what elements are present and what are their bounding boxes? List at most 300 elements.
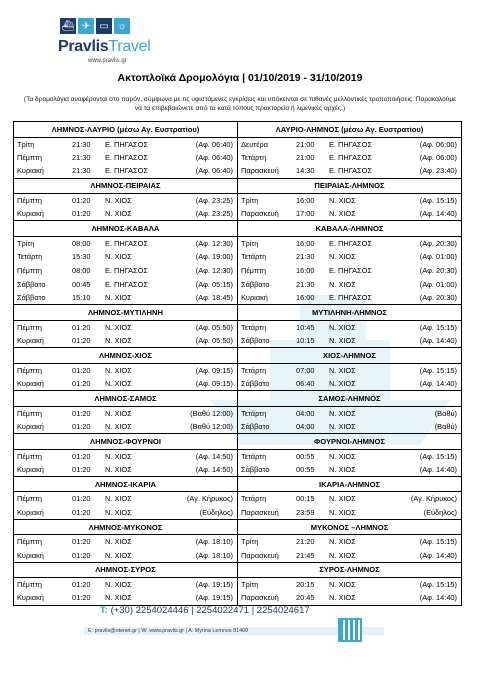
arrival-note: (Αφ. 23:40) <box>419 166 457 176</box>
ship-name: Ν. ΧΙΟΣ <box>329 322 356 332</box>
section-title-left: ΛΗΜΝΟΣ-ΜΥΤΙΛΗΝΗ <box>14 305 238 321</box>
arrival-note: (Αφ. 15:15) <box>419 365 457 375</box>
day: Κυριακή <box>17 379 44 389</box>
schedule-cell-right <box>238 164 462 178</box>
arrival-note: (Αφ. 06:00) <box>419 153 457 163</box>
schedule-row <box>14 164 462 178</box>
section-title-right: ΦΟΥΡΝΟΙ-ΛΗΜΝΟΣ <box>238 434 462 450</box>
departure-time: 21:00 <box>296 139 315 149</box>
section-title-right: ΙΚΑΡΙΑ-ΛΗΜΝΟΣ <box>238 476 462 492</box>
schedule-cell-left <box>14 264 238 278</box>
section-title-left: ΛΗΜΝΟΣ-ΜΥΚΟΝΟΣ <box>14 519 238 535</box>
schedule-cell-left <box>14 137 238 151</box>
ship-name: Ν. ΧΙΟΣ <box>329 593 356 603</box>
departure-time: 21:30 <box>296 279 315 289</box>
arrival-note: (Αφ. 06:40) <box>195 153 233 163</box>
section-title-left: ΛΗΜΝΟΣ-ΣΑΜΟΣ <box>14 391 238 407</box>
departure-time: 10:45 <box>296 322 315 332</box>
departure-time: 01:20 <box>72 379 91 389</box>
arrival-note: (Αφ. 15:15) <box>419 322 457 332</box>
day: Κυριακή <box>17 464 44 474</box>
day: Σάββατο <box>241 421 270 431</box>
departure-time: 16:00 <box>296 266 315 276</box>
section-header-row <box>14 305 462 321</box>
schedule-row <box>14 449 462 463</box>
section-header-row <box>14 122 462 138</box>
day: Τετάρτη <box>241 451 267 461</box>
section-header-row <box>14 221 462 237</box>
day: Πέμπτη <box>17 537 43 547</box>
arrival-note: (Αφ. 14:40) <box>419 336 457 346</box>
ship-name: Ν. ΧΙΟΣ <box>329 537 356 547</box>
schedule-cell-left <box>14 406 238 420</box>
ship-name: Ν. ΧΙΟΣ <box>105 336 132 346</box>
arrival-note: (Αφ. 18:10) <box>195 550 233 560</box>
ship-name: Ν. ΧΙΟΣ <box>329 580 356 590</box>
section-title-left: ΛΗΜΝΟΣ-ΦΟΥΡΝΟΙ <box>14 434 238 450</box>
arrival-note: (Εύδηλος) <box>423 507 457 517</box>
ship-name: Ε. ΠΗΓΑΣΟΣ <box>105 166 148 176</box>
arrival-note: (Αφ. 15:15) <box>419 580 457 590</box>
arrival-note: (Αγ. Κήρυκος) <box>410 494 457 504</box>
day: Σάββατο <box>241 379 270 389</box>
ship-name: Ν. ΧΙΟΣ <box>329 507 356 517</box>
ship-name: Ν. ΧΙΟΣ <box>105 451 132 461</box>
day: Παρασκευή <box>241 550 279 560</box>
contact-bar[interactable]: E: pravlis@otenet.gr | W: www.pravlis.gr | A: Myrina Lemnos 81400 <box>84 627 384 635</box>
section-header-row <box>14 434 462 450</box>
phone-line <box>100 605 310 616</box>
departure-time: 08:00 <box>72 266 91 276</box>
departure-time: 21:00 <box>296 153 315 163</box>
departure-time: 04:00 <box>296 421 315 431</box>
logo-url[interactable]: www.pravlis.gr <box>88 58 127 64</box>
ship-name: Ν. ΧΙΟΣ <box>105 293 132 303</box>
arrival-note: (Αφ. 12:30) <box>195 239 233 249</box>
departure-time: 21:30 <box>296 252 315 262</box>
section-title-right: ΣΑΜΟΣ-ΛΗΜΝΟΣ <box>238 391 462 407</box>
arrival-note: (Αφ. 09:15) <box>195 379 233 389</box>
phone-numbers[interactable]: (+30) 2254024446 | 2254022471 | 2254024617 <box>110 605 310 616</box>
schedule-row <box>14 406 462 420</box>
section-header-row <box>14 348 462 364</box>
schedule-row <box>14 320 462 334</box>
ship-name: Ν. ΧΙΟΣ <box>105 379 132 389</box>
ship-name: Ν. ΧΙΟΣ <box>329 196 356 206</box>
arrival-note: (Αγ. Κήρυκος) <box>186 494 233 504</box>
departure-time: 01:20 <box>72 196 91 206</box>
schedule-row <box>14 463 462 477</box>
arrival-note: (Αφ. 06:40) <box>195 139 233 149</box>
ship-name: Ε. ΠΗΓΑΣΟΣ <box>105 279 148 289</box>
schedule-row <box>14 291 462 305</box>
arrival-note: (Αφ. 20:30) <box>419 266 457 276</box>
schedule-row <box>14 151 462 165</box>
departure-time: 15:30 <box>72 252 91 262</box>
schedule-row <box>14 250 462 264</box>
schedule-cell-right <box>238 449 462 463</box>
arrival-note: (Βαθύ) <box>434 421 457 431</box>
arrival-note: (Αφ. 06:40) <box>195 166 233 176</box>
section-header-row <box>14 178 462 194</box>
schedule-row <box>14 334 462 348</box>
ship-name: Ν. ΧΙΟΣ <box>105 421 132 431</box>
logo-wordmark <box>58 38 150 56</box>
departure-time: 01:20 <box>72 507 91 517</box>
day: Κυριακή <box>17 421 44 431</box>
schedule-cell-right <box>238 320 462 334</box>
ship-name: Ε. ΠΗΓΑΣΟΣ <box>329 153 372 163</box>
ship-name: Ν. ΧΙΟΣ <box>105 507 132 517</box>
departure-time: 01:20 <box>72 537 91 547</box>
ship-name: Ν. ΧΙΟΣ <box>105 580 132 590</box>
departure-time: 20:45 <box>296 593 315 603</box>
departure-time: 01:20 <box>72 421 91 431</box>
departure-time: 01:20 <box>72 336 91 346</box>
ship-name: Ν. ΧΙΟΣ <box>329 550 356 560</box>
schedule-cell-left <box>14 194 238 208</box>
departure-time: 07:00 <box>296 365 315 375</box>
section-title-right: ΜΥΤΙΛΗΝΗ-ΛΗΜΝΟΣ <box>238 305 462 321</box>
ship-name: Ν. ΧΙΟΣ <box>105 464 132 474</box>
schedule-row <box>14 548 462 562</box>
schedule-cell-left <box>14 578 238 592</box>
departure-time: 01:20 <box>72 322 91 332</box>
arrival-note: (Αφ. 09:15) <box>195 365 233 375</box>
arrival-note: (Αφ. 23:25) <box>195 196 233 206</box>
section-title-right: ΠΕΙΡΑΙΑΣ-ΛΗΜΝΟΣ <box>238 178 462 194</box>
day: Πέμπτη <box>17 451 43 461</box>
departure-time: 16:00 <box>296 239 315 249</box>
day: Κυριακή <box>17 507 44 517</box>
day: Τρίτη <box>241 196 259 206</box>
header <box>0 0 480 72</box>
day: Κυριακή <box>17 593 44 603</box>
schedule-cell-left <box>14 164 238 178</box>
pravlis-logo[interactable] <box>58 18 168 68</box>
departure-time: 21:20 <box>296 537 315 547</box>
ship-name: Ν. ΧΙΟΣ <box>329 379 356 389</box>
ship-name: Ε. ΠΗΓΑΣΟΣ <box>329 293 372 303</box>
schedule-row <box>14 578 462 592</box>
section-header-row <box>14 562 462 578</box>
arrival-note: (Αφ. 20:30) <box>419 239 457 249</box>
schedule-row <box>14 420 462 434</box>
schedule-row <box>14 194 462 208</box>
departure-time: 01:20 <box>72 408 91 418</box>
departure-time: 14:30 <box>296 166 315 176</box>
schedule-cell-right <box>238 151 462 165</box>
ship-name: Ν. ΧΙΟΣ <box>329 421 356 431</box>
ship-name: Ν. ΧΙΟΣ <box>329 451 356 461</box>
departure-time: 01:20 <box>72 451 91 461</box>
arrival-note: (Αφ. 19:15) <box>195 593 233 603</box>
arrival-note: (Βαθύ) <box>434 408 457 418</box>
section-title-left: ΛΗΜΝΟΣ-ΧΙΟΣ <box>14 348 238 364</box>
day: Τρίτη <box>241 580 259 590</box>
day: Κυριακή <box>17 336 44 346</box>
schedule-cell-right <box>238 548 462 562</box>
ship-name: Ν. ΧΙΟΣ <box>329 408 356 418</box>
arrival-note: (Αφ. 19:15) <box>195 580 233 590</box>
day: Σάββατο <box>17 279 46 289</box>
logo-icons <box>60 18 130 34</box>
day: Δευτέρα <box>241 139 268 149</box>
disclaimer-note: (Τα δρομολόγια αναφέρονται στο παρόν, σύμφωνα με τις υφιστάμενες εγκρίσεις και υπόκεινται σε πιθανές μελλοντικές τροποποιήσεις. Παρακαλούμε να τα επιβεβαιώνετε από τα κατά τόπους πρακτορεία ή λιμενικές αρχές.) <box>23 96 457 112</box>
schedule-cell-right <box>238 236 462 250</box>
schedule-cell-right <box>238 492 462 506</box>
arrival-note: (Αφ. 15:15) <box>419 451 457 461</box>
schedule-cell-right <box>238 463 462 477</box>
day: Πέμπτη <box>17 580 43 590</box>
page-title: Ακτοπλοϊκά Δρομολόγια | 01/10/2019 - 31/10/2019 <box>117 72 363 84</box>
departure-time: 21:30 <box>72 139 91 149</box>
arrival-note: (Αφ. 01:00) <box>419 279 457 289</box>
arrival-note: (Αφ. 05:15) <box>195 279 233 289</box>
departure-time: 01:20 <box>72 209 91 219</box>
section-title-right: ΛΑΥΡΙΟ-ΛΗΜΝΟΣ (μέσω Αγ. Ευστρατίου) <box>238 122 462 138</box>
departure-time: 10:15 <box>296 336 315 346</box>
schedule-row <box>14 492 462 506</box>
day: Τετάρτη <box>241 494 267 504</box>
schedule-cell-left <box>14 250 238 264</box>
section-header-row <box>14 519 462 535</box>
ship-name: Ν. ΧΙΟΣ <box>105 593 132 603</box>
arrival-note: (Αφ. 01:00) <box>419 252 457 262</box>
day: Τετάρτη <box>241 322 267 332</box>
ship-name: Ε. ΠΗΓΑΣΟΣ <box>105 239 148 249</box>
day: Τρίτη <box>241 537 259 547</box>
day: Τρίτη <box>17 239 35 249</box>
departure-time: 01:20 <box>72 593 91 603</box>
departure-time: 21:30 <box>72 166 91 176</box>
day: Σάββατο <box>241 336 270 346</box>
day: Σάββατο <box>241 279 270 289</box>
day: Σάββατο <box>241 464 270 474</box>
schedule-cell-left <box>14 420 238 434</box>
schedule-cell-right <box>238 250 462 264</box>
ship-name: Ε. ΠΗΓΑΣΟΣ <box>105 153 148 163</box>
ship-name: Ε. ΠΗΓΑΣΟΣ <box>105 139 148 149</box>
schedule-cell-right <box>238 420 462 434</box>
schedule-row <box>14 207 462 221</box>
day: Κυριακή <box>17 166 44 176</box>
schedule-cell-left <box>14 207 238 221</box>
schedule-cell-left <box>14 334 238 348</box>
arrival-note: (Βαθύ 12:00) <box>190 421 233 431</box>
bus-icon: ▭ <box>96 18 112 34</box>
day: Παρασκευή <box>241 507 279 517</box>
day: Πέμπτη <box>17 408 43 418</box>
departure-time: 15:10 <box>72 293 91 303</box>
arrival-note: (Βαθύ 12:00) <box>190 408 233 418</box>
schedule-cell-left <box>14 236 238 250</box>
schedule-row <box>14 137 462 151</box>
departure-time: 20:15 <box>296 580 315 590</box>
day: Κυριακή <box>17 550 44 560</box>
schedule-table <box>13 121 462 606</box>
schedule-cell-right <box>238 278 462 292</box>
departure-time: 01:20 <box>72 494 91 504</box>
day: Παρασκευή <box>241 593 279 603</box>
ship-name: Ε. ΠΗΓΑΣΟΣ <box>329 166 372 176</box>
arrival-note: (Αφ. 20:30) <box>419 293 457 303</box>
ship-name: Ν. ΧΙΟΣ <box>329 494 356 504</box>
ship-name: Ν. ΧΙΟΣ <box>105 196 132 206</box>
arrival-note: (Αφ. 15:15) <box>419 196 457 206</box>
logo-brand-2: Travel <box>108 38 151 55</box>
arrival-note: (Αφ. 05:50) <box>195 322 233 332</box>
schedule-cell-left <box>14 535 238 549</box>
schedule-cell-right <box>238 334 462 348</box>
ship-name: Ν. ΧΙΟΣ <box>329 365 356 375</box>
arrival-note: (Αφ. 15:15) <box>419 537 457 547</box>
arrival-note: (Αφ. 14:50) <box>195 451 233 461</box>
section-title-left: ΛΗΜΝΟΣ-ΚΑΒΑΛΑ <box>14 221 238 237</box>
day: Τρίτη <box>241 239 259 249</box>
section-title-right: ΧΙΟΣ-ΛΗΜΝΟΣ <box>238 348 462 364</box>
ship-name: Ν. ΧΙΟΣ <box>329 279 356 289</box>
departure-time: 08:00 <box>72 239 91 249</box>
schedule-cell-right <box>238 207 462 221</box>
departure-time: 16:00 <box>296 196 315 206</box>
departure-time: 04:00 <box>296 408 315 418</box>
day: Παρασκευή <box>241 209 279 219</box>
section-header-row <box>14 476 462 492</box>
ship-name: Ε. ΠΗΓΑΣΟΣ <box>329 266 372 276</box>
ship-name: Ν. ΧΙΟΣ <box>329 464 356 474</box>
arrival-note: (Αφ. 14:40) <box>419 379 457 389</box>
schedule-cell-right <box>238 264 462 278</box>
schedule-cell-left <box>14 449 238 463</box>
arrival-note: (Αφ. 18:10) <box>195 537 233 547</box>
schedule-cell-right <box>238 406 462 420</box>
ferry-icon: ⛴ <box>60 18 76 34</box>
schedule-row <box>14 506 462 520</box>
ship-name: Ν. ΧΙΟΣ <box>329 336 356 346</box>
day: Σάββατο <box>17 293 46 303</box>
departure-time: 00:45 <box>72 279 91 289</box>
schedule-cell-right <box>238 363 462 377</box>
section-title-left: ΛΗΜΝΟΣ-ΛΑΥΡΙΟ (μέσω Αγ. Ευστρατίου) <box>14 122 238 138</box>
arrival-note: (Αφ. 06:00) <box>419 139 457 149</box>
section-title-right: ΚΑΒΑΛΑ-ΛΗΜΝΟΣ <box>238 221 462 237</box>
ship-name: Ν. ΧΙΟΣ <box>105 550 132 560</box>
departure-time: 16:00 <box>296 293 315 303</box>
section-header-row <box>14 391 462 407</box>
schedule-cell-left <box>14 278 238 292</box>
ship-name: Ν. ΧΙΟΣ <box>105 494 132 504</box>
departure-time: 06:40 <box>296 379 315 389</box>
departure-time: 17:00 <box>296 209 315 219</box>
section-title-left: ΛΗΜΝΟΣ-ΙΚΑΡΙΑ <box>14 476 238 492</box>
schedule-cell-right <box>238 377 462 391</box>
schedule-cell-left <box>14 291 238 305</box>
schedule-cell-left <box>14 377 238 391</box>
footer <box>0 598 480 678</box>
day: Τετάρτη <box>241 252 267 262</box>
day: Πέμπτη <box>17 365 43 375</box>
schedule-cell-left <box>14 506 238 520</box>
arrival-note: (Αφ. 14:40) <box>419 550 457 560</box>
schedule-cell-right <box>238 137 462 151</box>
ship-name: Ν. ΧΙΟΣ <box>105 365 132 375</box>
day: Πέμπτη <box>17 266 43 276</box>
departure-time: 00:55 <box>296 451 315 461</box>
schedule-cell-right <box>238 535 462 549</box>
day: Τετάρτη <box>241 153 267 163</box>
day: Τετάρτη <box>17 252 43 262</box>
departure-time: 21:30 <box>72 153 91 163</box>
arrival-note: (Αφ. 18:45) <box>195 293 233 303</box>
section-title-left: ΛΗΜΝΟΣ-ΣΥΡΟΣ <box>14 562 238 578</box>
departure-time: 01:20 <box>72 580 91 590</box>
day: Τρίτη <box>17 139 35 149</box>
arrival-note: (Αφ. 14:40) <box>419 464 457 474</box>
schedule-row <box>14 278 462 292</box>
plane-icon: ✈ <box>78 18 94 34</box>
departure-time: 00:55 <box>296 464 315 474</box>
arrival-note: (Αφ. 05:50) <box>195 336 233 346</box>
arrival-note: (Αφ. 23:25) <box>195 209 233 219</box>
ship-name: Ε. ΠΗΓΑΣΟΣ <box>329 139 372 149</box>
section-title-right: ΜΥΚΟΝΟΣ –ΛΗΜΝΟΣ <box>238 519 462 535</box>
schedule-cell-right <box>238 194 462 208</box>
arrival-note: (Αφ. 14:40) <box>419 593 457 603</box>
day: Τετάρτη <box>241 365 267 375</box>
departure-time: 01:20 <box>72 365 91 375</box>
schedule-row <box>14 236 462 250</box>
ship-name: Ν. ΧΙΟΣ <box>105 408 132 418</box>
departure-time: 21:45 <box>296 550 315 560</box>
day: Πέμπτη <box>241 266 267 276</box>
ship-name: Ν. ΧΙΟΣ <box>329 252 356 262</box>
schedule-cell-left <box>14 320 238 334</box>
departure-time: 23:59 <box>296 507 315 517</box>
departure-time: 00:15 <box>296 494 315 504</box>
schedule-cell-left <box>14 492 238 506</box>
schedule-cell-right <box>238 506 462 520</box>
schedule-row <box>14 264 462 278</box>
arrival-note: (Αφ. 14:40) <box>419 209 457 219</box>
schedule-cell-left <box>14 363 238 377</box>
departure-time: 01:20 <box>72 464 91 474</box>
logo-brand-1: Pravlis <box>58 38 109 55</box>
day: Πέμπτη <box>17 322 43 332</box>
day: Κυριακή <box>241 293 268 303</box>
arrival-note: (Αφ. 14:50) <box>195 464 233 474</box>
arrival-note: (Αφ. 12:30) <box>195 266 233 276</box>
ship-name: Ε. ΠΗΓΑΣΟΣ <box>105 266 148 276</box>
section-title-left: ΛΗΜΝΟΣ-ΠΕΙΡΑΙΑΣ <box>14 178 238 194</box>
day: Πέμπτη <box>17 153 43 163</box>
ship-name: Ν. ΧΙΟΣ <box>105 537 132 547</box>
day: Παρασκευή <box>241 166 279 176</box>
ship-name: Ν. ΧΙΟΣ <box>329 209 356 219</box>
section-title-right: ΣΥΡΟΣ-ΛΗΜΝΟΣ <box>238 562 462 578</box>
day: Πέμπτη <box>17 196 43 206</box>
day: Τετάρτη <box>241 408 267 418</box>
departure-time: 01:20 <box>72 550 91 560</box>
phone-label: T: <box>100 605 108 616</box>
ship-name: Ν. ΧΙΟΣ <box>105 322 132 332</box>
schedule-cell-left <box>14 151 238 165</box>
schedule-cell-right <box>238 578 462 592</box>
arrival-note: (Αφ. 19:00) <box>195 252 233 262</box>
qr-code-icon[interactable] <box>338 618 362 642</box>
schedule-row <box>14 377 462 391</box>
ship-name: Ν. ΧΙΟΣ <box>105 209 132 219</box>
